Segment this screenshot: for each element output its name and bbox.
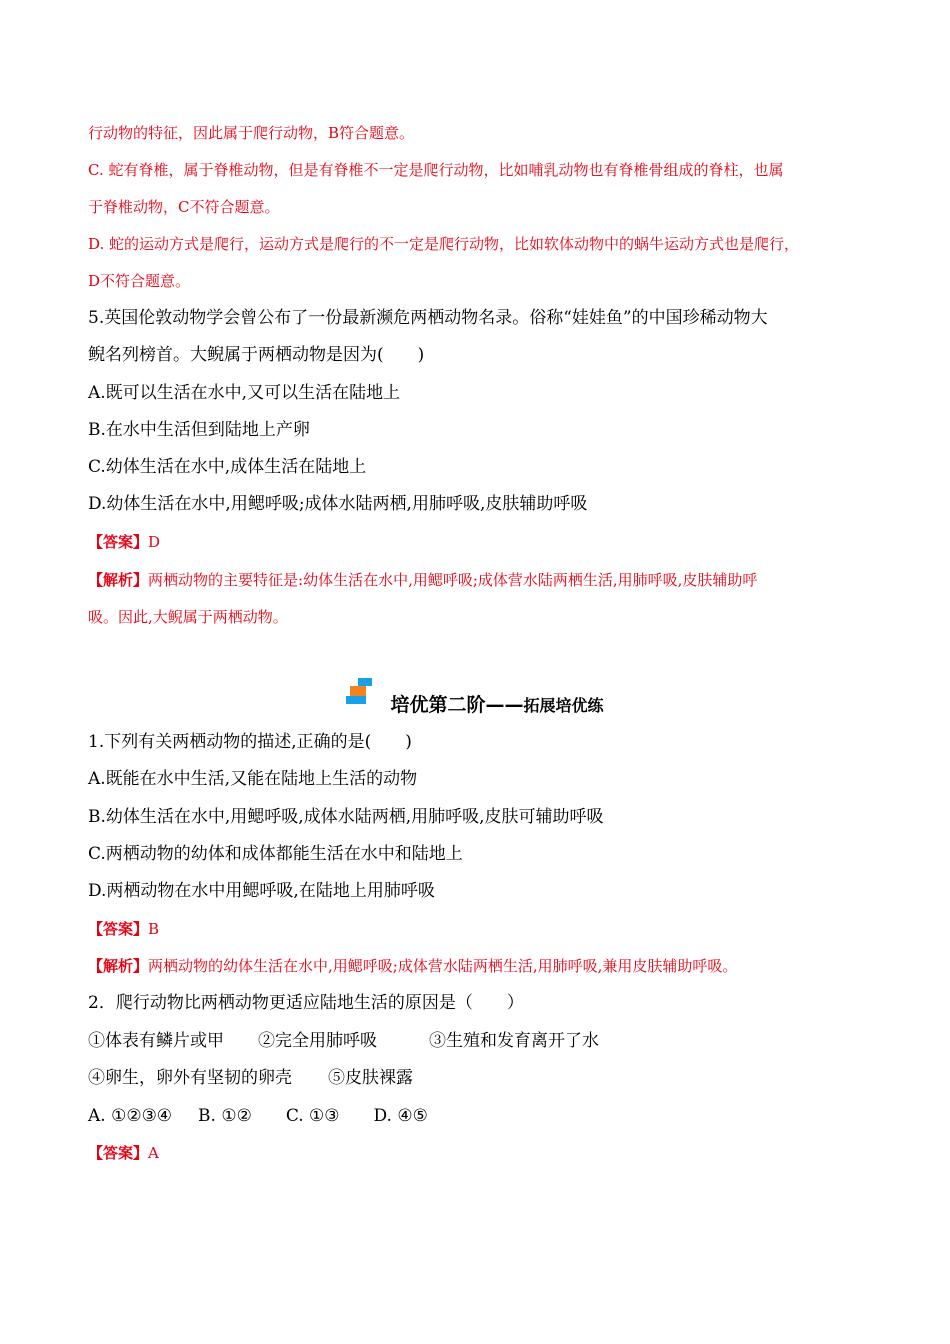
answer-label: 【答案】 [88, 920, 149, 938]
q2-item-3: ③生殖和发育离开了水 [429, 1031, 599, 1051]
q1-analysis [88, 955, 864, 977]
stairs-icon [346, 678, 386, 714]
analysis-label: 【解析】 [88, 571, 149, 589]
q2-choices [88, 1105, 864, 1127]
section-subtitle: 拓展培优练 [523, 696, 604, 715]
answer-label: 【答案】 [88, 1144, 149, 1162]
q1-option-d: D.两栖动物在水中用鳃呼吸,在陆地上用肺呼吸 [88, 881, 435, 901]
q5-option-c: C.幼体生活在水中,成体生活在陆地上 [88, 457, 367, 477]
q2-choice-c: C. ①③ [285, 1106, 340, 1126]
prev-option-c-line2: 于脊椎动物，C不符合题意。 [88, 198, 280, 216]
prev-option-d-line1: D. 蛇的运动方式是爬行，运动方式是爬行的不一定是爬行动物，比如软体动物中的蜗牛运动方式也是爬行， [88, 235, 800, 253]
q1-option-a: A.既能在水中生活,又能在陆地上生活的动物 [88, 769, 418, 789]
q5-option-a: A.既可以生活在水中,又可以生活在陆地上 [88, 383, 401, 403]
q1-answer [88, 918, 864, 940]
prev-option-d-line2: D不符合题意。 [88, 272, 191, 290]
q5-analysis-line2: 吸。因此,大鲵属于两栖动物。 [88, 608, 288, 626]
q5-option-d: D.幼体生活在水中,用鳃呼吸;成体水陆两栖,用肺呼吸,皮肤辅助呼吸 [88, 494, 588, 514]
q1-stem: 1.下列有关两栖动物的描述,正确的是( ) [88, 732, 412, 752]
answer-value: B [148, 920, 160, 938]
q2-choice-b: B. ①② [198, 1106, 252, 1126]
answer-value: A [148, 1144, 159, 1162]
answer-label: 【答案】 [88, 533, 149, 551]
q2-item-2: ②完全用肺呼吸 [258, 1031, 377, 1051]
q2-items-row1 [88, 1030, 864, 1052]
answer-value: D [148, 533, 161, 551]
q1-option-b: B.幼体生活在水中,用鳃呼吸,成体水陆两栖,用肺呼吸,皮肤可辅助呼吸 [88, 807, 604, 827]
q5-stem-line1: 5.英国伦敦动物学会曾公布了一份最新濒危两栖动物名录。俗称“娃娃鱼”的中国珍稀动物大 [88, 308, 768, 328]
analysis-text: 两栖动物的幼体生活在水中,用鳃呼吸;成体营水陆两栖生活,用肺呼吸,兼用皮肤辅助呼吸。 [148, 957, 738, 975]
q2-item-1: ①体表有鳞片或甲 [88, 1031, 224, 1051]
section-heading [0, 690, 950, 720]
prev-option-c-line1: C. 蛇有脊椎，属于脊椎动物，但是有脊椎不一定是爬行动物，比如哺乳动物也有脊椎骨组成的脊柱，也属 [88, 161, 784, 179]
analysis-text: 两栖动物的主要特征是:幼体生活在水中,用鳃呼吸;成体营水陆两栖生活,用肺呼吸,皮肤辅助呼 [148, 571, 758, 589]
q2-choice-a: A. ①②③④ [88, 1106, 173, 1126]
q2-answer [88, 1142, 864, 1164]
prev-analysis-line: 行动物的特征，因此属于爬行动物，B符合题意。 [88, 124, 415, 142]
analysis-label: 【解析】 [88, 957, 149, 975]
q2-stem: 2．爬行动物比两栖动物更适应陆地生活的原因是（ ） [88, 993, 524, 1013]
q2-items-row2 [88, 1067, 864, 1089]
q2-choice-d: D. ④⑤ [373, 1106, 428, 1126]
q5-option-b: B.在水中生活但到陆地上产卵 [88, 420, 310, 440]
q1-option-c: C.两栖动物的幼体和成体都能生活在水中和陆地上 [88, 844, 463, 864]
section-title: 培优第二阶—— [390, 694, 524, 716]
q2-item-5: ⑤皮肤裸露 [328, 1068, 413, 1088]
q5-answer [88, 531, 864, 553]
q5-stem-line2: 鲵名列榜首。大鲵属于两栖动物是因为( ) [88, 345, 425, 365]
q5-analysis-line1 [88, 569, 864, 591]
q2-item-4: ④卵生，卵外有坚韧的卵壳 [88, 1068, 292, 1088]
